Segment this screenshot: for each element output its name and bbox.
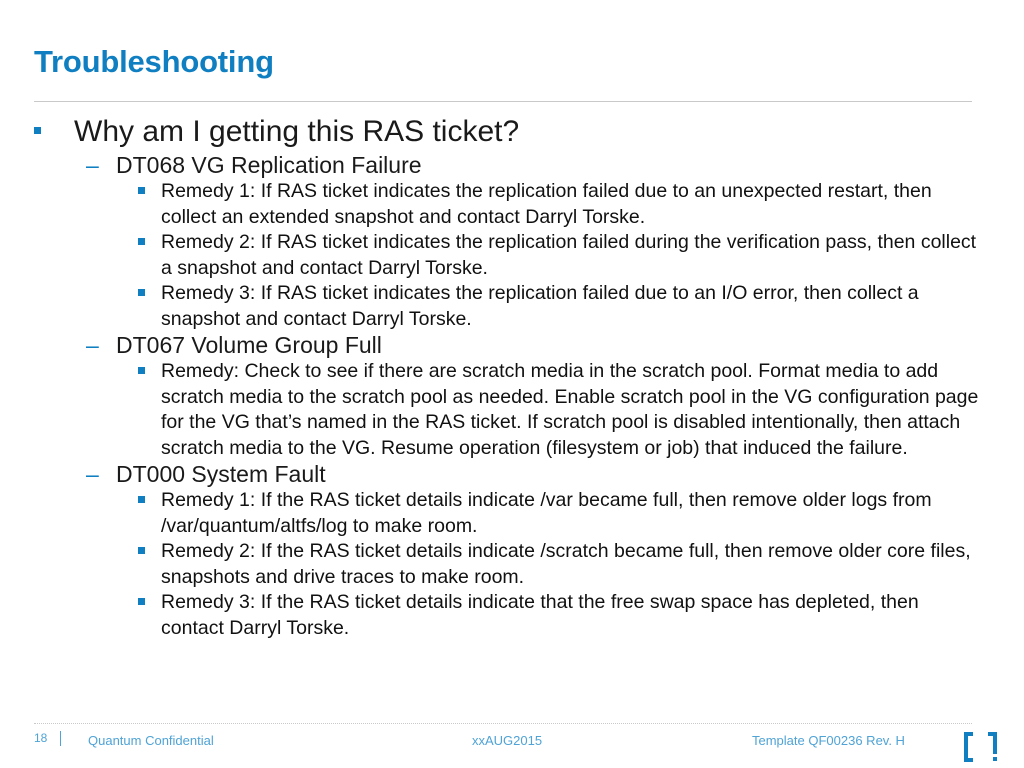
remedy-item [34,539,981,590]
square-bullet-icon [138,547,145,554]
section-heading-text: DT068 VG Replication Failure [116,152,422,178]
square-bullet-icon [138,187,145,194]
template-label: Template QF00236 Rev. H [752,733,905,748]
slide-content [34,112,979,641]
page-number: 18 [34,731,48,745]
remedy-text: Remedy 3: If the RAS ticket details indicate that the free swap space has depleted, then contact Darryl Torske. [161,591,919,639]
dash-bullet-icon: – [86,332,99,358]
section-heading [34,332,974,359]
square-bullet-icon [138,367,145,374]
remedy-item [34,590,981,641]
remedy-item [34,230,981,281]
remedy-text: Remedy 1: If the RAS ticket details indicate /var became full, then remove older logs from /var/quantum/altfs/log to make room. [161,489,932,537]
quantum-bracket-logo-icon [964,732,998,762]
remedy-text: Remedy: Check to see if there are scratch media in the scratch pool. Format media to add scratch media to the scratch pool as needed. Enable scratch pool in the VG configuration page for the VG that’s named in the RAS ticket. If scratch pool is disabled intentionally, then attach scratch media to the VG. Resume operation (filesystem or job) that induced the failure. [161,360,979,459]
square-bullet-icon [138,289,145,296]
square-bullet-icon [34,127,41,134]
section-heading-text: DT000 System Fault [116,461,326,487]
remedy-text: Remedy 3: If RAS ticket indicates the replication failed due to an I/O error, then collect a snapshot and contact Darryl Torske. [161,282,919,330]
title-divider [34,101,972,102]
remedy-text: Remedy 1: If RAS ticket indicates the replication failed due to an unexpected restart, then collect an extended snapshot and contact Darryl Torske. [161,180,932,228]
page-number-separator [60,731,61,746]
section-heading [34,152,974,179]
remedy-item [34,488,981,539]
question-text: Why am I getting this RAS ticket? [74,115,520,148]
remedy-text: Remedy 2: If the RAS ticket details indicate /scratch became full, then remove older core files, snapshots and drive traces to make room. [161,540,971,588]
date-label: xxAUG2015 [472,733,543,748]
square-bullet-icon [138,238,145,245]
slide-title: Troubleshooting [34,44,274,79]
square-bullet-icon [138,598,145,605]
section-heading [34,461,974,488]
footer-divider [34,723,972,724]
section-heading-text: DT067 Volume Group Full [116,332,382,358]
dash-bullet-icon: – [86,152,99,178]
square-bullet-icon [138,496,145,503]
bullet-question [34,112,974,152]
remedy-item [34,281,981,332]
remedy-item [34,179,981,230]
remedy-item [34,359,981,461]
dash-bullet-icon: – [86,461,99,487]
confidential-label: Quantum Confidential [88,733,214,748]
remedy-text: Remedy 2: If RAS ticket indicates the replication failed during the verification pass, then collect a snapshot and contact Darryl Torske. [161,231,977,279]
